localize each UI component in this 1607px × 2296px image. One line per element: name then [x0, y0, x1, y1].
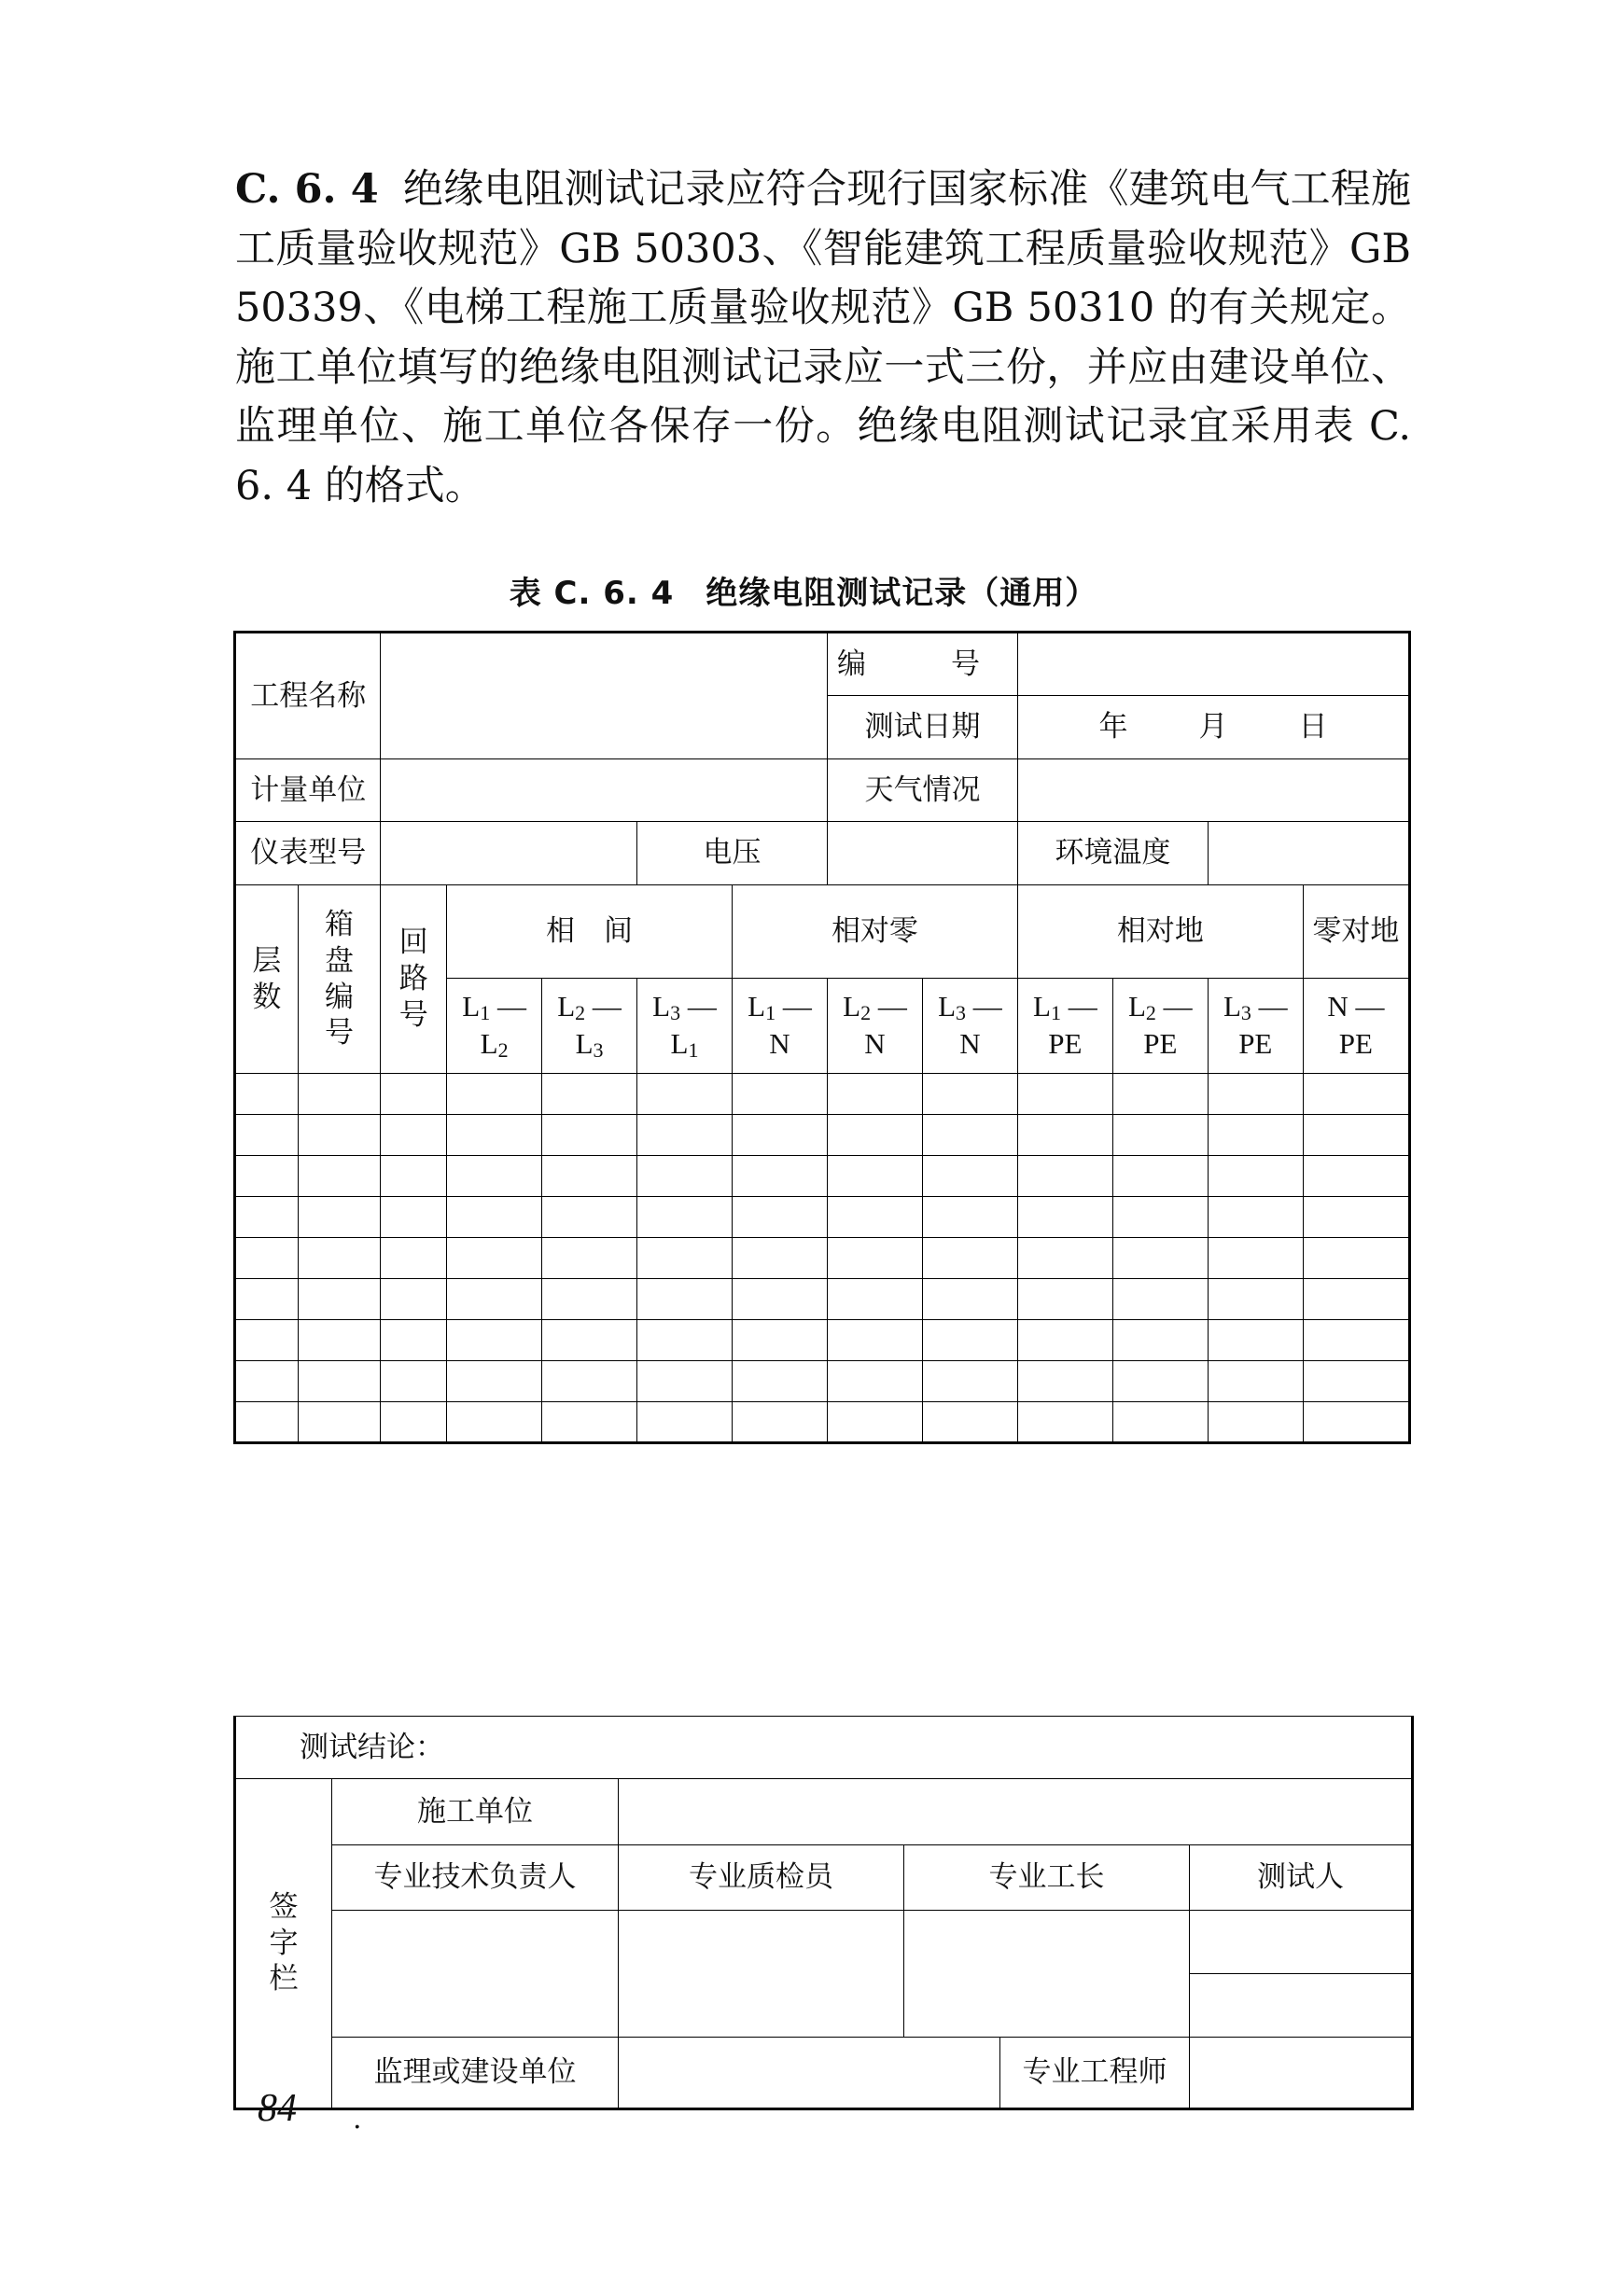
data-cell[interactable] [1017, 1279, 1112, 1320]
data-cell[interactable] [381, 1402, 447, 1443]
insulation-test-table [233, 631, 1411, 1444]
table-row [235, 1238, 1410, 1279]
data-cell[interactable] [542, 1402, 637, 1443]
test-date-value[interactable] [1017, 696, 1409, 759]
test-date-label: 测试日期 [828, 696, 1018, 759]
data-cell[interactable] [235, 1156, 299, 1197]
data-cell[interactable] [1112, 1115, 1208, 1156]
page-number: 84 [258, 2087, 297, 2130]
data-cell[interactable] [1112, 1279, 1208, 1320]
data-cell[interactable] [1208, 1320, 1303, 1361]
data-cell[interactable] [298, 1197, 381, 1238]
signature-label: 签 字 栏 [235, 1779, 332, 2109]
data-cell[interactable] [1017, 1361, 1112, 1402]
tech-lead-label: 专业技术负责人 [332, 1845, 619, 1911]
data-cell[interactable] [381, 1074, 447, 1115]
page-dot: . [353, 2103, 362, 2136]
project-name-label: 工程名称 [235, 633, 381, 759]
data-cell[interactable] [732, 1156, 827, 1197]
data-cell[interactable] [922, 1238, 1017, 1279]
data-cell[interactable] [1112, 1156, 1208, 1197]
project-name-value[interactable] [381, 633, 828, 759]
paragraph-text: 绝缘电阻测试记录应符合现行国家标准《建筑电气工程施工质量验收规范》GB 50303、《智能建筑工程质量验收规范》GB 50339、《电梯工程施工质量验收规范》GB 50310 的有关规定。施工单位填写的绝缘电阻测试记录应一式三份，并应由建设单位、监理单位、施工单位各保存一份。绝缘电阻测试记录宜采用表 C. 6. 4 的格式。 [235, 166, 1412, 509]
data-cell[interactable] [1112, 1074, 1208, 1115]
data-cell[interactable] [732, 1361, 827, 1402]
data-cell[interactable] [381, 1197, 447, 1238]
data-cell[interactable] [637, 1361, 733, 1402]
tester-label: 测试人 [1190, 1845, 1413, 1911]
construction-unit-label: 施工单位 [332, 1779, 619, 1845]
data-cell[interactable] [542, 1320, 637, 1361]
data-cell[interactable] [447, 1156, 542, 1197]
data-cell[interactable] [235, 1074, 299, 1115]
data-cell[interactable] [235, 1402, 299, 1443]
data-cell[interactable] [298, 1115, 381, 1156]
data-cell[interactable] [235, 1320, 299, 1361]
data-cell[interactable] [1303, 1320, 1409, 1361]
table-caption [0, 567, 1607, 613]
data-cell[interactable] [235, 1115, 299, 1156]
weather-label: 天气情况 [828, 759, 1018, 822]
data-cell[interactable] [637, 1115, 733, 1156]
ambient-temp-value[interactable] [1208, 822, 1409, 885]
data-cell[interactable] [1112, 1238, 1208, 1279]
data-cell[interactable] [542, 1279, 637, 1320]
data-cell[interactable] [922, 1361, 1017, 1402]
data-cell[interactable] [235, 1361, 299, 1402]
data-cell[interactable] [1208, 1115, 1303, 1156]
data-cell[interactable] [447, 1238, 542, 1279]
data-cell[interactable] [828, 1402, 923, 1443]
table-row [235, 1361, 1410, 1402]
data-cell[interactable] [542, 1361, 637, 1402]
data-cell[interactable] [1208, 1074, 1303, 1115]
supervision-unit-label: 监理或建设单位 [332, 2038, 619, 2109]
data-cell[interactable] [381, 1361, 447, 1402]
data-cell[interactable] [637, 1074, 733, 1115]
data-cell[interactable] [637, 1402, 733, 1443]
engineer-label: 专业工程师 [1000, 2038, 1190, 2109]
data-cell[interactable] [828, 1238, 923, 1279]
date-day: 日 [1298, 710, 1328, 744]
test-conclusion[interactable]: 测试结论： [235, 1717, 1413, 1779]
data-cell[interactable] [381, 1238, 447, 1279]
data-cell[interactable] [542, 1074, 637, 1115]
data-cell[interactable] [1017, 1197, 1112, 1238]
neutral-ground-header: 零对地 [1303, 885, 1409, 979]
data-cell[interactable] [447, 1115, 542, 1156]
data-cell[interactable] [1208, 1279, 1303, 1320]
circuit-no-header: 回 路 号 [381, 885, 447, 1074]
data-cell[interactable] [1303, 1156, 1409, 1197]
data-cell[interactable] [1208, 1402, 1303, 1443]
data-cell[interactable] [1303, 1361, 1409, 1402]
supervision-unit-value[interactable] [619, 2038, 1000, 2109]
voltage-value[interactable] [828, 822, 1018, 885]
serial-no-value[interactable] [1017, 633, 1409, 696]
data-cell[interactable] [828, 1156, 923, 1197]
data-cell[interactable] [235, 1279, 299, 1320]
signature-table [233, 1716, 1414, 2110]
data-cell[interactable] [542, 1115, 637, 1156]
table-row [235, 1279, 1410, 1320]
box-no-header: 箱 盘 编 号 [298, 885, 381, 1074]
data-cell[interactable] [828, 1361, 923, 1402]
table-row [235, 1402, 1410, 1443]
data-cell[interactable] [828, 1115, 923, 1156]
phase-pair-header: L2 — L3 [542, 979, 637, 1074]
unit-label: 计量单位 [235, 759, 381, 822]
data-cell[interactable] [732, 1402, 827, 1443]
floor-header: 层 数 [235, 885, 299, 1074]
serial-no-label: 编 号 [828, 633, 1018, 696]
quality-inspector-sign[interactable] [619, 1911, 904, 2038]
data-cell[interactable] [1017, 1156, 1112, 1197]
quality-inspector-label: 专业质检员 [619, 1845, 904, 1911]
phase-pair-header: L3 — L1 [637, 979, 733, 1074]
table-row [235, 1320, 1410, 1361]
data-cell[interactable] [922, 1279, 1017, 1320]
data-cell[interactable] [732, 1197, 827, 1238]
intro-paragraph [235, 160, 1411, 516]
data-cell[interactable] [732, 1074, 827, 1115]
data-cell[interactable] [298, 1074, 381, 1115]
data-cell[interactable] [447, 1361, 542, 1402]
data-cell[interactable] [381, 1279, 447, 1320]
data-cell[interactable] [1112, 1320, 1208, 1361]
table-title: 绝缘电阻测试记录（通用） [706, 575, 1098, 612]
data-cell[interactable] [732, 1115, 827, 1156]
data-cell[interactable] [828, 1320, 923, 1361]
data-cell[interactable] [447, 1074, 542, 1115]
engineer-sign[interactable] [1190, 2038, 1413, 2109]
tester-sign-2[interactable] [1190, 1974, 1413, 2038]
data-cell[interactable] [298, 1238, 381, 1279]
data-cell[interactable] [922, 1197, 1017, 1238]
data-cell[interactable] [1017, 1402, 1112, 1443]
weather-value[interactable] [1017, 759, 1409, 822]
construction-unit-value[interactable] [619, 1779, 1413, 1845]
data-cell[interactable] [1303, 1402, 1409, 1443]
instrument-value[interactable] [381, 822, 637, 885]
data-cell[interactable] [637, 1279, 733, 1320]
table-number: 表 C. 6. 4 [509, 575, 675, 612]
foreman-label: 专业工长 [904, 1845, 1190, 1911]
table-row [235, 1156, 1410, 1197]
data-cell[interactable] [1303, 1197, 1409, 1238]
date-month: 月 [1198, 710, 1228, 744]
phase-phase-header: 相 间 [447, 885, 733, 979]
data-cell[interactable] [1017, 1238, 1112, 1279]
phase-pair-header: L1 — N [732, 979, 827, 1074]
data-cell[interactable] [637, 1320, 733, 1361]
data-cell[interactable] [637, 1156, 733, 1197]
data-cell[interactable] [1017, 1115, 1112, 1156]
foreman-sign[interactable] [904, 1911, 1190, 2038]
data-cell[interactable] [732, 1279, 827, 1320]
tech-lead-sign[interactable] [332, 1911, 619, 2038]
date-year: 年 [1098, 710, 1128, 744]
data-cell[interactable] [1017, 1320, 1112, 1361]
data-cell[interactable] [922, 1115, 1017, 1156]
data-cell[interactable] [235, 1238, 299, 1279]
data-cell[interactable] [828, 1279, 923, 1320]
data-cell[interactable] [381, 1115, 447, 1156]
data-cell[interactable] [542, 1238, 637, 1279]
data-cell[interactable] [828, 1074, 923, 1115]
data-cell[interactable] [447, 1279, 542, 1320]
phase-pair-header: N — PE [1303, 979, 1409, 1074]
data-cell[interactable] [1208, 1238, 1303, 1279]
data-cell[interactable] [922, 1074, 1017, 1115]
data-cell[interactable] [298, 1320, 381, 1361]
data-cell[interactable] [922, 1156, 1017, 1197]
data-cell[interactable] [1112, 1197, 1208, 1238]
data-cell[interactable] [381, 1156, 447, 1197]
data-cell[interactable] [298, 1361, 381, 1402]
data-cell[interactable] [1303, 1279, 1409, 1320]
data-cell[interactable] [732, 1238, 827, 1279]
ambient-temp-label: 环境温度 [1017, 822, 1208, 885]
data-cell[interactable] [1303, 1238, 1409, 1279]
data-cell[interactable] [637, 1197, 733, 1238]
data-cell[interactable] [298, 1402, 381, 1443]
phase-pair-header: L2 — PE [1112, 979, 1208, 1074]
data-cell[interactable] [732, 1320, 827, 1361]
phase-neutral-header: 相对零 [732, 885, 1017, 979]
data-cell[interactable] [1112, 1402, 1208, 1443]
data-cell[interactable] [1303, 1074, 1409, 1115]
data-cell[interactable] [828, 1197, 923, 1238]
data-cell[interactable] [447, 1320, 542, 1361]
table-row [235, 1115, 1410, 1156]
data-cell[interactable] [922, 1402, 1017, 1443]
data-cell[interactable] [447, 1402, 542, 1443]
data-cell[interactable] [542, 1197, 637, 1238]
phase-ground-header: 相对地 [1017, 885, 1303, 979]
phase-pair-header: L3 — PE [1208, 979, 1303, 1074]
instrument-label: 仪表型号 [235, 822, 381, 885]
data-cell[interactable] [1017, 1074, 1112, 1115]
data-cell[interactable] [1112, 1361, 1208, 1402]
data-cell[interactable] [1208, 1156, 1303, 1197]
data-cell[interactable] [298, 1279, 381, 1320]
tester-sign-1[interactable] [1190, 1911, 1413, 1974]
data-cell[interactable] [1208, 1361, 1303, 1402]
section-number: C. 6. 4 [235, 166, 379, 213]
unit-value[interactable] [381, 759, 828, 822]
data-cell[interactable] [542, 1156, 637, 1197]
data-cell[interactable] [922, 1320, 1017, 1361]
table-row [235, 1197, 1410, 1238]
data-cell[interactable] [381, 1320, 447, 1361]
data-cell[interactable] [447, 1197, 542, 1238]
phase-pair-header: L3 — N [922, 979, 1017, 1074]
phase-pair-header: L1 — PE [1017, 979, 1112, 1074]
data-cell[interactable] [235, 1197, 299, 1238]
data-cell[interactable] [637, 1238, 733, 1279]
voltage-label: 电压 [637, 822, 828, 885]
data-cell[interactable] [1303, 1115, 1409, 1156]
table-row [235, 1074, 1410, 1115]
phase-pair-header: L2 — N [828, 979, 923, 1074]
data-cell[interactable] [1208, 1197, 1303, 1238]
phase-pair-header: L1 — L2 [447, 979, 542, 1074]
data-cell[interactable] [298, 1156, 381, 1197]
